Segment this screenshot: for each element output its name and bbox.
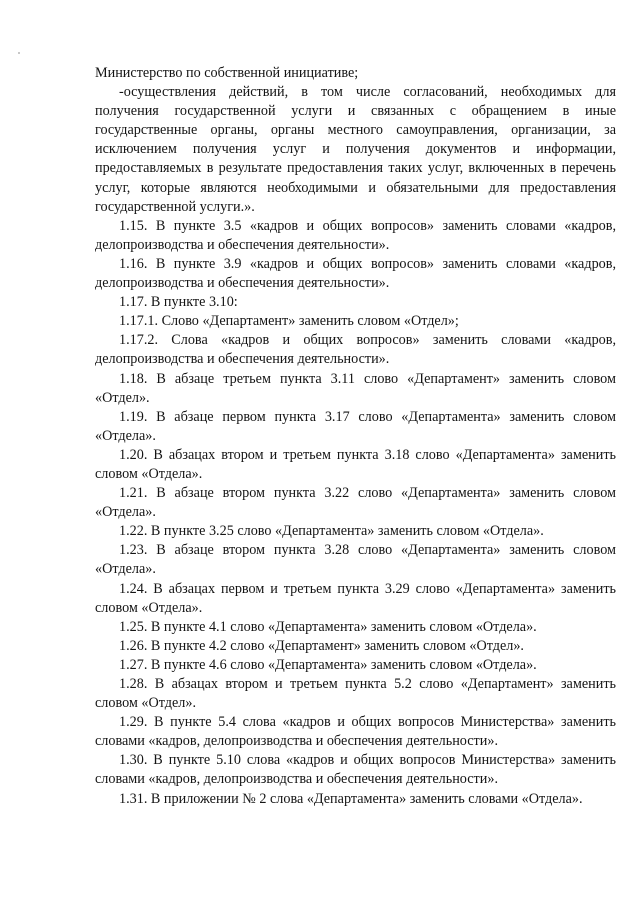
paragraph-1-30: 1.30. В пункте 5.10 слова «кадров и общих вопросов Министерства» заменить словами «кадров, делопроизводства и обеспечения деятельности».: [95, 752, 616, 788]
paragraph-1-24: 1.24. В абзацах первом и третьем пункта 3.29 слово «Департамента» заменить словом «Отдела».: [95, 580, 616, 616]
paragraph-1-25: 1.25. В пункте 4.1 слово «Департамента» заменить словом «Отдела».: [119, 618, 537, 635]
paragraph-1-28: 1.28. В абзацах втором и третьем пункта 5.2 слово «Департамент» заменить словом «Отдел».: [95, 676, 616, 712]
scan-speck: [18, 52, 20, 54]
paragraph-1-22: 1.22. В пункте 3.25 слово «Департамента» заменить словом «Отдела».: [119, 523, 544, 540]
paragraph-1-18: 1.18. В абзаце третьем пункта 3.11 слово «Департамент» заменить словом «Отдел».: [95, 370, 616, 406]
paragraph-1-29: 1.29. В пункте 5.4 слова «кадров и общих вопросов Министерства» заменить словами «кадров, делопроизводства и обеспечения деятельности».: [95, 714, 616, 750]
document-body: [95, 64, 616, 809]
paragraph-1-20: 1.20. В абзацах втором и третьем пункта 3.18 слово «Департамента» заменить словом «Отдела».: [95, 446, 616, 482]
paragraph-1-26: 1.26. В пункте 4.2 слово «Департамент» заменить словом «Отдел».: [119, 637, 524, 654]
paragraph-1-17-1: 1.17.1. Слово «Департамент» заменить словом «Отдел»;: [119, 313, 459, 330]
paragraph-actions-clause: -осуществления действий, в том числе согласований, необходимых для получения государственной услуги и связанных с обращением в иные государственные органы, органы местного самоуправления, организации, за исключением получения услуг и получения документов и информации, предоставляемых в результате предоставления таких услуг, включенных в перечень услуг, которые являются необходимыми и обязательными для предоставления государственной услуги.».: [95, 84, 616, 215]
paragraph-1-23: 1.23. В абзаце втором пункта 3.28 слово «Департамента» заменить словом «Отдела».: [95, 542, 616, 578]
paragraph-1-15: 1.15. В пункте 3.5 «кадров и общих вопросов» заменить словами «кадров, делопроизводства и обеспечения деятельности».: [95, 217, 616, 253]
paragraph-1-27: 1.27. В пункте 4.6 слово «Департамента» заменить словом «Отдела».: [119, 656, 537, 673]
paragraph-1-31: 1.31. В приложении № 2 слова «Департамента» заменить словами «Отдела».: [119, 790, 583, 807]
paragraph-1-17-2: 1.17.2. Слова «кадров и общих вопросов» заменить словами «кадров, делопроизводства и обеспечения деятельности».: [95, 332, 616, 368]
paragraph-1-21: 1.21. В абзаце втором пункта 3.22 слово «Департамента» заменить словом «Отдела».: [95, 485, 616, 521]
paragraph-1-16: 1.16. В пункте 3.9 «кадров и общих вопросов» заменить словами «кадров, делопроизводства и обеспечения деятельности».: [95, 255, 616, 292]
paragraph-1-17: 1.17. В пункте 3.10:: [119, 294, 238, 311]
paragraph-continuation: Министерство по собственной инициативе;: [95, 65, 359, 81]
paragraph-1-19: 1.19. В абзаце первом пункта 3.17 слово «Департамента» заменить словом «Отдела».: [95, 408, 616, 444]
